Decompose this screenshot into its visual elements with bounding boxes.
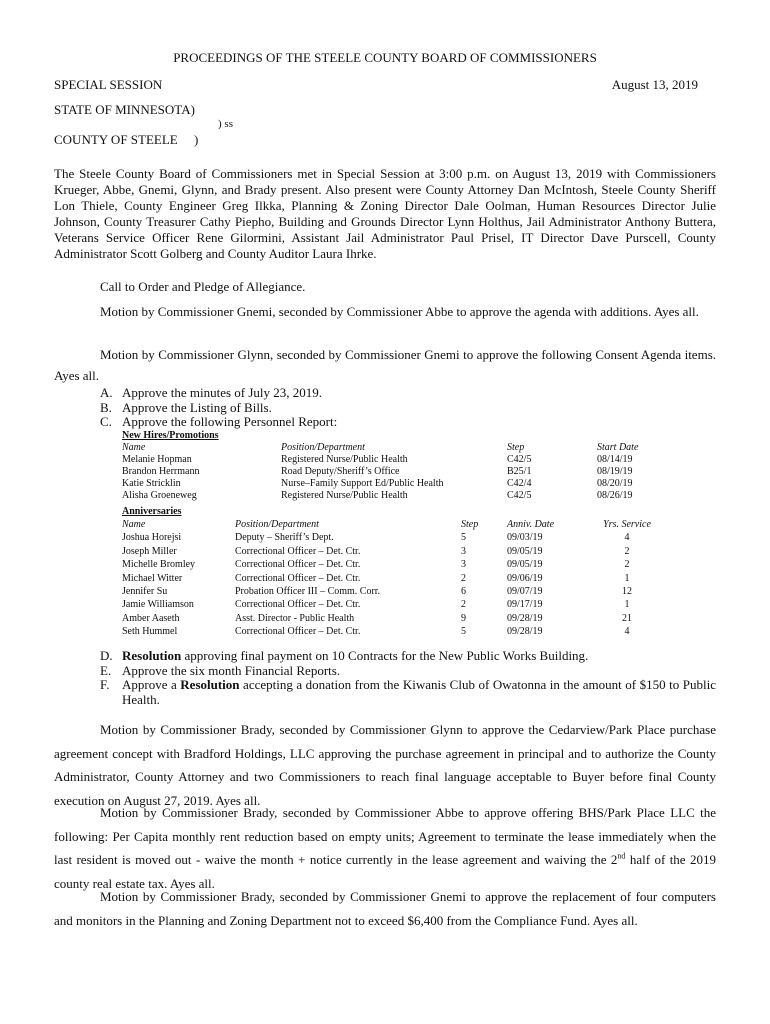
consent-list-bottom: [100, 649, 716, 707]
anniversaries-table: [122, 518, 657, 639]
col-yrs-service: Yrs. Service: [603, 519, 651, 530]
state-line: STATE OF MINNESOTA): [54, 102, 195, 117]
consent-item-d: D. Resolution approving final payment on 10 Contracts for the New Public Works Building.: [100, 648, 589, 663]
col-anniv-date: Anniv. Date: [507, 519, 555, 530]
table-row: Amber Aaseth Asst. Director - Public Health 9 09/28/19 21: [122, 612, 632, 624]
document-title: PROCEEDINGS OF THE STEELE COUNTY BOARD OF COMMISSIONERS: [173, 50, 597, 65]
table-row: Melanie Hopman Registered Nurse/Public Health C42/5 08/14/19: [122, 454, 633, 465]
consent-item-b: B. Approve the Listing of Bills.: [100, 399, 272, 415]
table-row: Brandon Herrmann Road Deputy/Sheriff’s Office B25/1 08/19/19: [122, 466, 633, 477]
table-row: Michelle Bromley Correctional Officer – Det. Ctr. 3 09/05/19 2: [122, 559, 630, 571]
ss-line: ) ss: [218, 118, 233, 130]
table-row: Seth Hummel Correctional Officer – Det. Ctr. 5 09/28/19 4: [122, 626, 630, 638]
col-position: Position/Department: [281, 442, 365, 453]
table-row: Katie Stricklin Nurse–Family Support Ed/Public Health C42/4 08/20/19: [122, 478, 633, 489]
consent-item-f: F. Approve a Resolution accepting a donation from the Kiwanis Club of Owatonna in the amount of $150 to Public Health.: [100, 677, 716, 707]
motion-cedarview: Motion by Commissioner Brady, seconded by Commissioner Glynn to approve the Cedarview/Park Place purchase agreement concept with Bradford Holdings, LLC approving the purchase agreement in principal and to authorize the County Administrator, County Attorney and two Commissioners to reach final language acceptable to Buyer before final County execution on August 27, 2019. Ayes all.: [54, 722, 716, 808]
table-row: Michael Witter Correctional Officer – Det. Ctr. 2 09/06/19 1: [122, 572, 630, 584]
col-start-date: Start Date: [597, 442, 639, 453]
col-name: Name: [122, 519, 146, 530]
col-step: Step: [461, 519, 479, 530]
county-line: COUNTY OF STEELE ): [54, 132, 199, 147]
table-row: Joseph Miller Correctional Officer – Det. Ctr. 3 09/05/19 2: [122, 545, 630, 557]
session-date: August 13, 2019: [611, 77, 698, 92]
col-name: Name: [122, 442, 146, 453]
table-row: Jamie Williamson Correctional Officer – Det. Ctr. 2 09/17/19 1: [122, 599, 630, 611]
consent-item-a: A. Approve the minutes of July 23, 2019.: [100, 385, 323, 400]
intro-paragraph: The Steele County Board of Commissioners met in Special Session at 3:00 p.m. on August 13, 2019 with Commissioners Krueger, Abbe, Gnemi, Glynn, and Brady present. Also present were County Attorney Dan McIntosh, Steele County Sheriff Lon Thiele, County Engineer Greg Ilkka, Planning & Zoning Director Dale Oolman, Human Resources Director Julie Johnson, County Treasurer Cathy Piepho, Building and Grounds Director Lynn Holthus, Jail Administrator Anthony Buttera, Veterans Service Officer Rene Gilormini, Assistant Jail Administrator Paul Prisel, IT Director Dave Purscell, County Administrator Scott Golberg and County Auditor Laura Ihrke.: [54, 166, 716, 261]
new-hires-table: [122, 442, 677, 502]
motion-consent: Motion by Commissioner Glynn, seconded by Commissioner Gnemi to approve the following Consent Agenda items. Ayes all.: [54, 347, 716, 383]
table-row: Joshua Horejsi Deputy – Sheriff’s Dept. 5 09/03/19 4: [122, 532, 630, 544]
consent-item-e: E. Approve the six month Financial Reports.: [100, 662, 341, 678]
col-step: Step: [507, 442, 525, 453]
motion-bhs: Motion by Commissioner Brady, seconded by Commissioner Abbe to approve offering BHS/Park Place LLC the following: Per Capita monthly rent reduction based on empty units; Agreement to terminate the lease immediately when the last resident is moved out - waive the month + notice currently in the lease agreement and waiving the 2nd half of the 2019 county real estate tax. Ayes all.: [54, 805, 716, 891]
anniversaries-heading: Anniversaries: [122, 506, 182, 517]
col-position: Position/Department: [235, 519, 319, 530]
consent-item-c: C. Approve the following Personnel Report:: [100, 414, 338, 429]
table-row: Alisha Groeneweg Registered Nurse/Public Health C42/5 08/26/19: [122, 490, 633, 501]
table-row: Jennifer Su Probation Officer III – Comm. Corr. 6 09/07/19 12: [122, 586, 632, 598]
motion-agenda: Motion by Commissioner Gnemi, seconded by Commissioner Abbe to approve the agenda with additions. Ayes all.: [100, 304, 699, 319]
anniversaries-header-row: [122, 518, 657, 531]
new-hires-heading: New Hires/Promotions: [122, 430, 219, 441]
consent-list-top: [100, 386, 716, 430]
session-type: SPECIAL SESSION: [54, 77, 163, 92]
call-to-order: Call to Order and Pledge of Allegiance.: [100, 279, 306, 294]
motion-computers: Motion by Commissioner Brady, seconded by Commissioner Gnemi to approve the replacement of four computers and monitors in the Planning and Zoning Department not to exceed $6,400 from the Compliance Fund. Ayes all.: [54, 889, 716, 928]
new-hires-header-row: [122, 442, 677, 454]
